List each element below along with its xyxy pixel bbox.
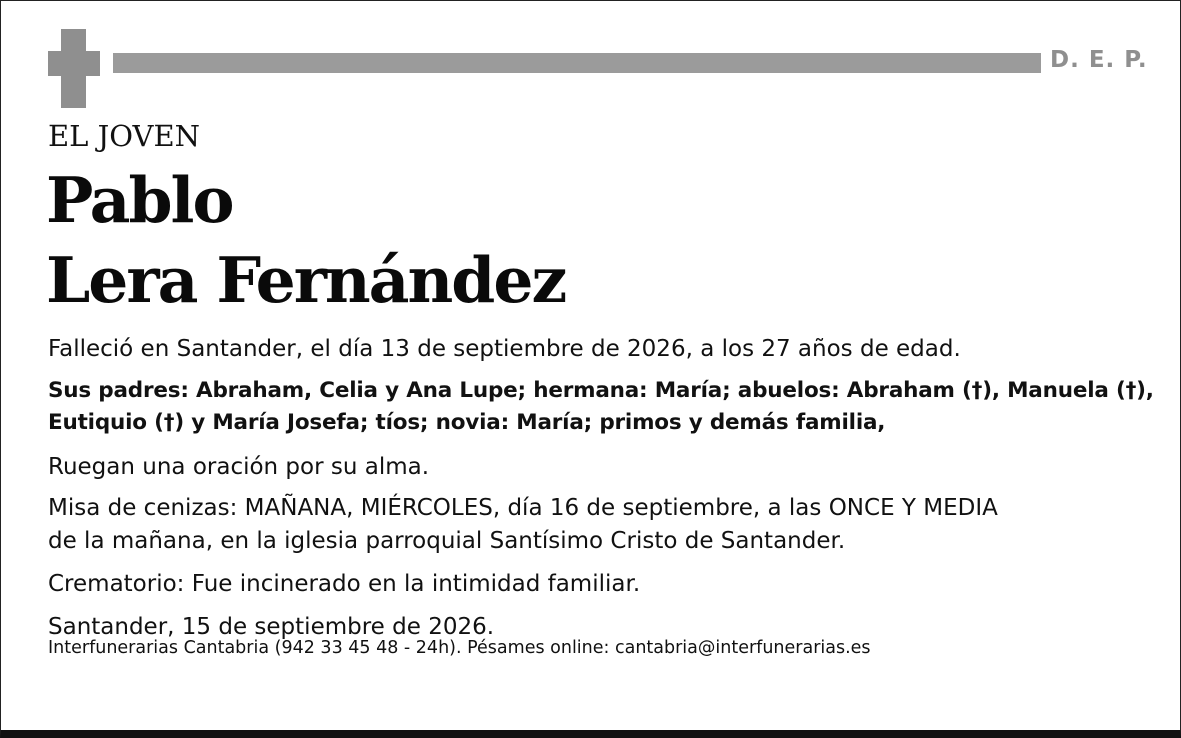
family-line-1: Sus padres: Abraham, Celia y Ana Lupe; hermana: María; abuelos: Abraham (†), Manuela (†), [48,378,1154,403]
deceased-first-name: Pablo [46,163,233,237]
death-notice: Falleció en Santander, el día 13 de septiembre de 2026, a los 27 años de edad. [48,336,961,362]
header-rule [113,53,1041,73]
dep-label: D. E. P. [1050,47,1148,73]
place-date: Santander, 15 de septiembre de 2026. [48,614,495,640]
name-prefix: EL JOVEN [48,119,201,153]
mass-line-1: Misa de cenizas: MAÑANA, MIÉRCOLES, día 16 de septiembre, a las ONCE Y MEDIA [48,495,998,521]
mass-line-2: de la mañana, en la iglesia parroquial Santísimo Cristo de Santander. [48,528,846,554]
crematorium-note: Crematorio: Fue incinerado en la intimidad familiar. [48,571,641,597]
cross-icon [48,29,100,108]
prayer-request: Ruegan una oración por su alma. [48,454,430,480]
deceased-surnames: Lera Fernández [46,243,566,317]
family-line-2: Eutiquio (†) y María Josefa; tíos; novia: María; primos y demás familia, [48,410,886,435]
funeral-home-footer: Interfunerarias Cantabria (942 33 45 48 - 24h). Pésames online: cantabria@interfunerarias.es [48,638,871,658]
